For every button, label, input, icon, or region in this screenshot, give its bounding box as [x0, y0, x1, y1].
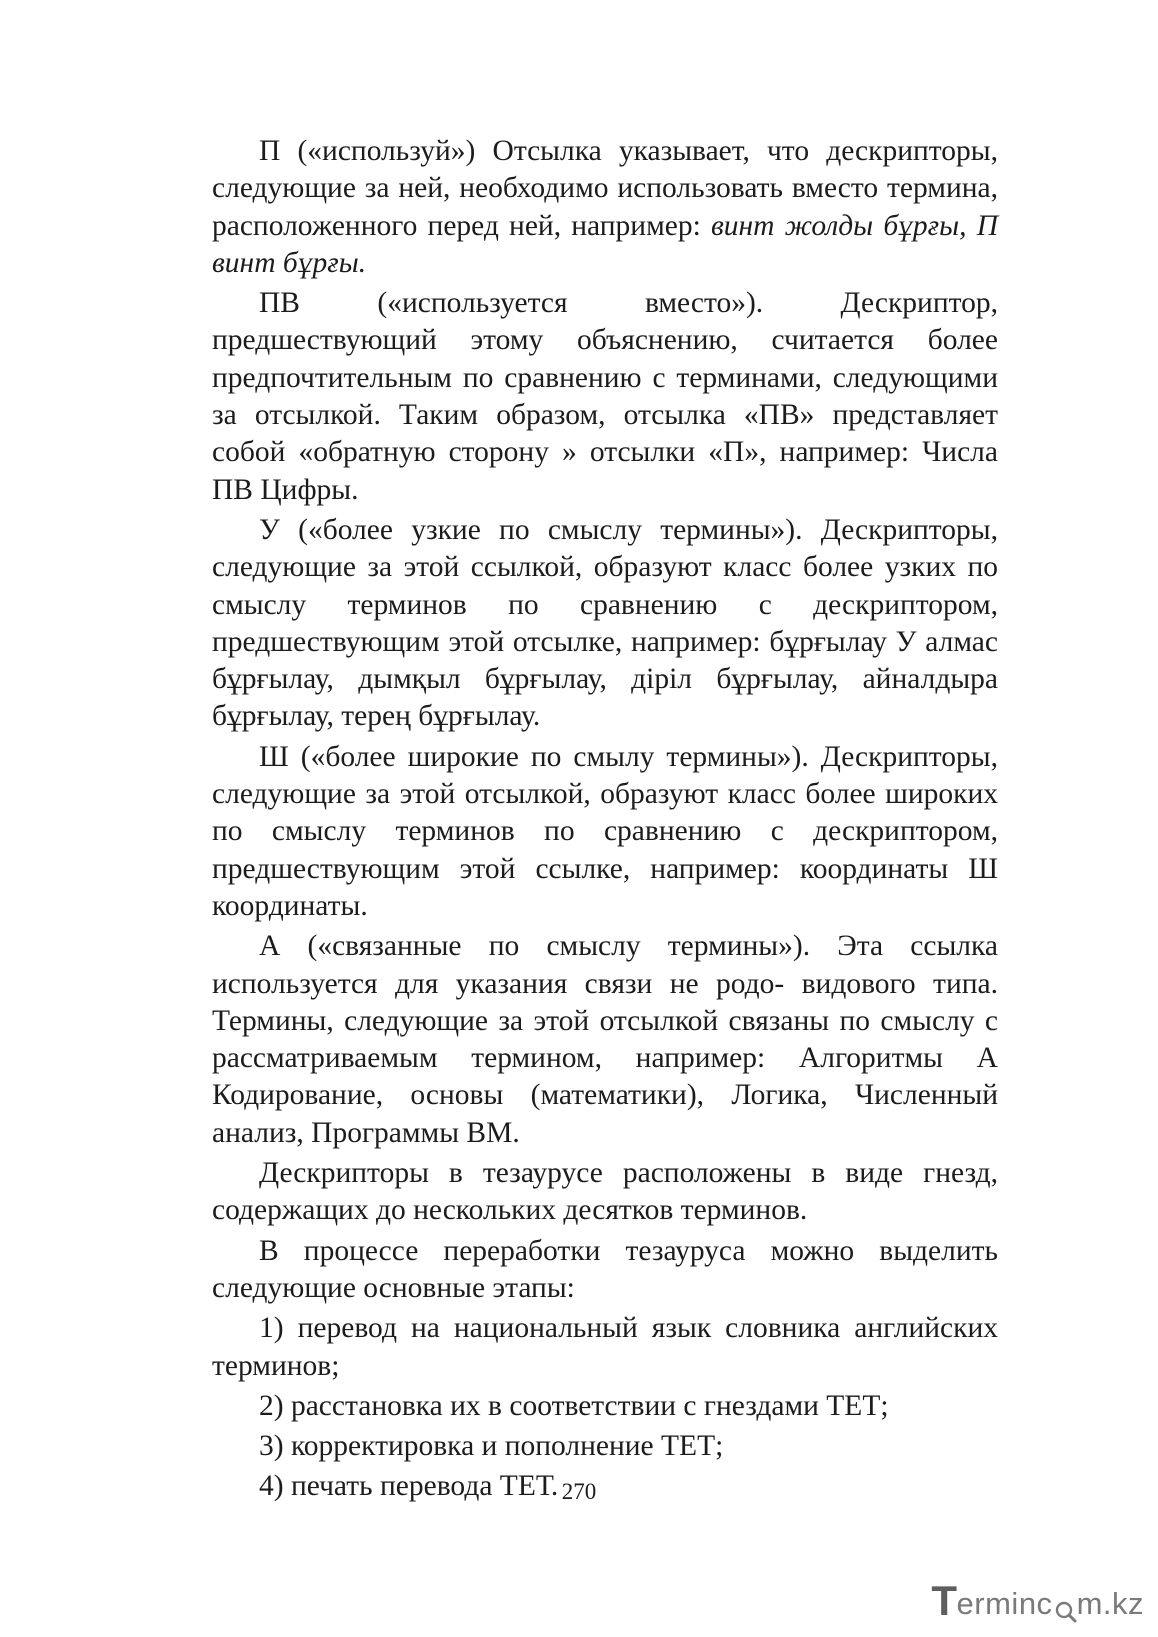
- paragraph-nests: Дескрипторы в тезаурусе расположены в виде гнезд, содержащих до нескольких десятков терминов.: [212, 1157, 998, 1227]
- watermark-logo: [931, 1577, 1144, 1624]
- watermark-initial: T: [931, 1577, 958, 1624]
- body-text: [212, 133, 998, 1509]
- example-italic: винт жолды бұрғы, П винт бұрғы.: [212, 209, 999, 279]
- page-number: 270: [561, 1479, 597, 1504]
- paragraph-stages: В процессе переработки тезауруса можно выделить следующие основные этапы:: [212, 1234, 998, 1304]
- paragraph-text: П («используй») Отсылка указывает, что дескрипторы, следующие за ней, необходимо использовать вместо термина, расположенного перед ней, например:: [212, 135, 998, 242]
- list-item: 3) корректировка и пополнение ТЕТ;: [259, 1430, 724, 1463]
- paragraph-pv-reference: ПВ («используется вместо»). Дескриптор, предшествующий этому объяснению, считается более предпочтительным по сравнению с терминами, следующими за отсылкой. Таким образом, отсылка «ПВ» представляет собой «обратную сторону » отсылки «П», например: Числа ПВ Цифры.: [212, 287, 998, 506]
- paragraph-sh-reference: Ш («более широкие по смылу термины»). Дескрипторы, следующие за этой отсылкой, образуют класс более широких по смыслу терминов по сравнению с дескриптором, предшествующим этой ссылке, например: координаты Ш координаты.: [212, 740, 998, 922]
- paragraph-u-reference: У («более узкие по смыслу термины»). Дескрипторы, следующие за этой ссылкой, образуют класс более узких по смыслу терминов по сравнению с дескриптором, предшествующим этой отсылке, например: бұрғылау У алмас бұрғылау, дымқыл бұрғылау, діріл бұрғылау, айналдыра бұрғылау, терең бұрғылау.: [212, 513, 998, 733]
- watermark-text-start: erminc: [956, 1586, 1053, 1621]
- list-item: 2) расстановка их в соответствии с гнездами ТЕТ;: [259, 1389, 889, 1422]
- search-icon: [1054, 1596, 1076, 1618]
- list-item: 1) перевод на национальный язык словника английских терминов;: [212, 1312, 998, 1382]
- paragraph-a-reference: А («связанные по смыслу термины»). Эта ссылка используется для указания связи не родо- видового типа. Термины, следующие за этой отсылкой связаны по смыслу с рассматриваемым термином, например: Алгоритмы А Кодирование, основы (математики), Логика, Численный анализ, Программы ВМ.: [212, 930, 998, 1149]
- watermark-text-end: m.kz: [1076, 1586, 1144, 1621]
- paragraph-p-reference: [212, 133, 998, 282]
- list-item: 4) печать перевода ТЕТ.: [259, 1470, 559, 1503]
